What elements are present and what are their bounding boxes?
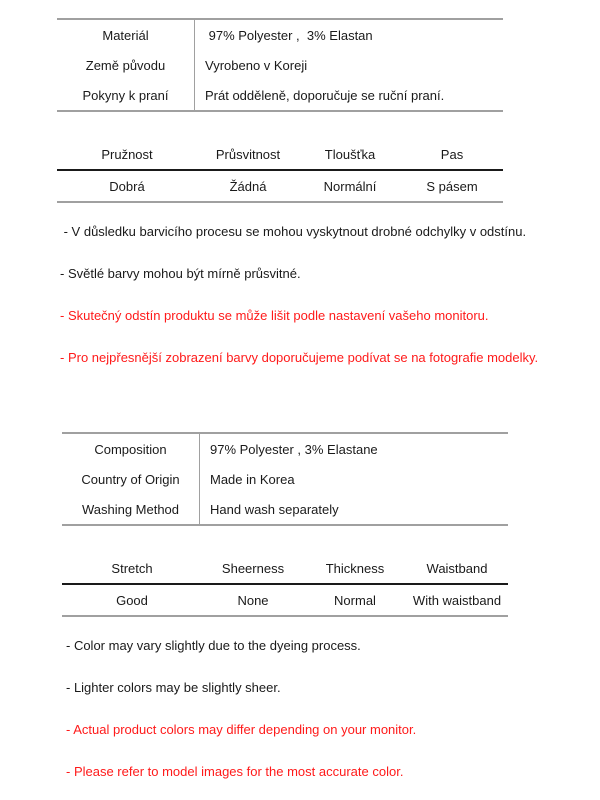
attribute-value: Normal [334,592,376,608]
spec-key: Composition [62,434,200,464]
attribute-header: Tloušťka [324,147,376,162]
cz-attribute-table [57,140,503,203]
care-note: - V důsledku barvicího procesu se mohou vyskytnout drobné odchylky v odstínu. [60,224,527,239]
attribute-header-row [57,140,503,171]
spec-value: Hand wash separately [210,501,339,517]
care-note: - Lighter colors may be slightly sheer. [66,680,281,695]
spec-row-washing [62,494,508,524]
attribute-header-row [62,554,508,585]
en-spec-table [62,432,508,526]
attribute-header: Thickness [325,561,385,576]
attribute-value-row [57,171,503,201]
attribute-value: Good [116,592,148,608]
warning-note: - Please refer to model images for the most accurate color. [66,764,404,779]
spec-value: Made in Korea [210,471,295,487]
attribute-header: Waistband [426,561,488,576]
warning-note: - Actual product colors may differ depending on your monitor. [66,722,417,737]
spec-key: Washing Method [62,494,200,524]
care-note: - Color may vary slightly due to the dyeing process. [66,638,361,653]
attribute-header: Pas [440,147,464,162]
attribute-header: Pružnost [101,147,153,162]
spec-value: 97% Polyester , 3% Elastane [210,441,378,457]
warning-note: - Skutečný odstín produktu se může lišit podle nastavení vašeho monitoru. [60,308,489,323]
attribute-header: Stretch [111,561,153,576]
spec-row-origin [62,464,508,494]
care-note: - Světlé barvy mohou být mírně průsvitné. [60,266,301,281]
attribute-value: S pásem [426,178,478,194]
attribute-value: Dobrá [109,178,145,194]
spec-value: Vyrobeno v Koreji [205,57,308,73]
attribute-value-row [62,585,508,615]
en-attribute-table [62,554,508,617]
spec-key: Pokyny k praní [57,80,195,110]
spec-row-material [57,20,503,50]
spec-row-origin [57,50,503,80]
attribute-value: With waistband [412,592,502,608]
warning-note: - Pro nejpřesnější zobrazení barvy doporučujeme podívat se na fotografie modelky. [60,350,539,365]
attribute-header: Průsvitnost [215,147,281,162]
attribute-header: Sheerness [221,561,285,576]
spec-row-washing [57,80,503,110]
spec-key: Country of Origin [62,464,200,494]
spec-value: Prát odděleně, doporučuje se ruční praní. [205,87,445,103]
spec-key: Materiál [57,20,195,50]
cz-spec-table [57,18,503,112]
spec-row-composition [62,434,508,464]
spec-key: Země původu [57,50,195,80]
attribute-value: None [237,592,269,608]
attribute-value: Normální [323,178,377,194]
spec-value: 97% Polyester , 3% Elastan [205,27,373,43]
attribute-value: Žádná [229,178,267,194]
